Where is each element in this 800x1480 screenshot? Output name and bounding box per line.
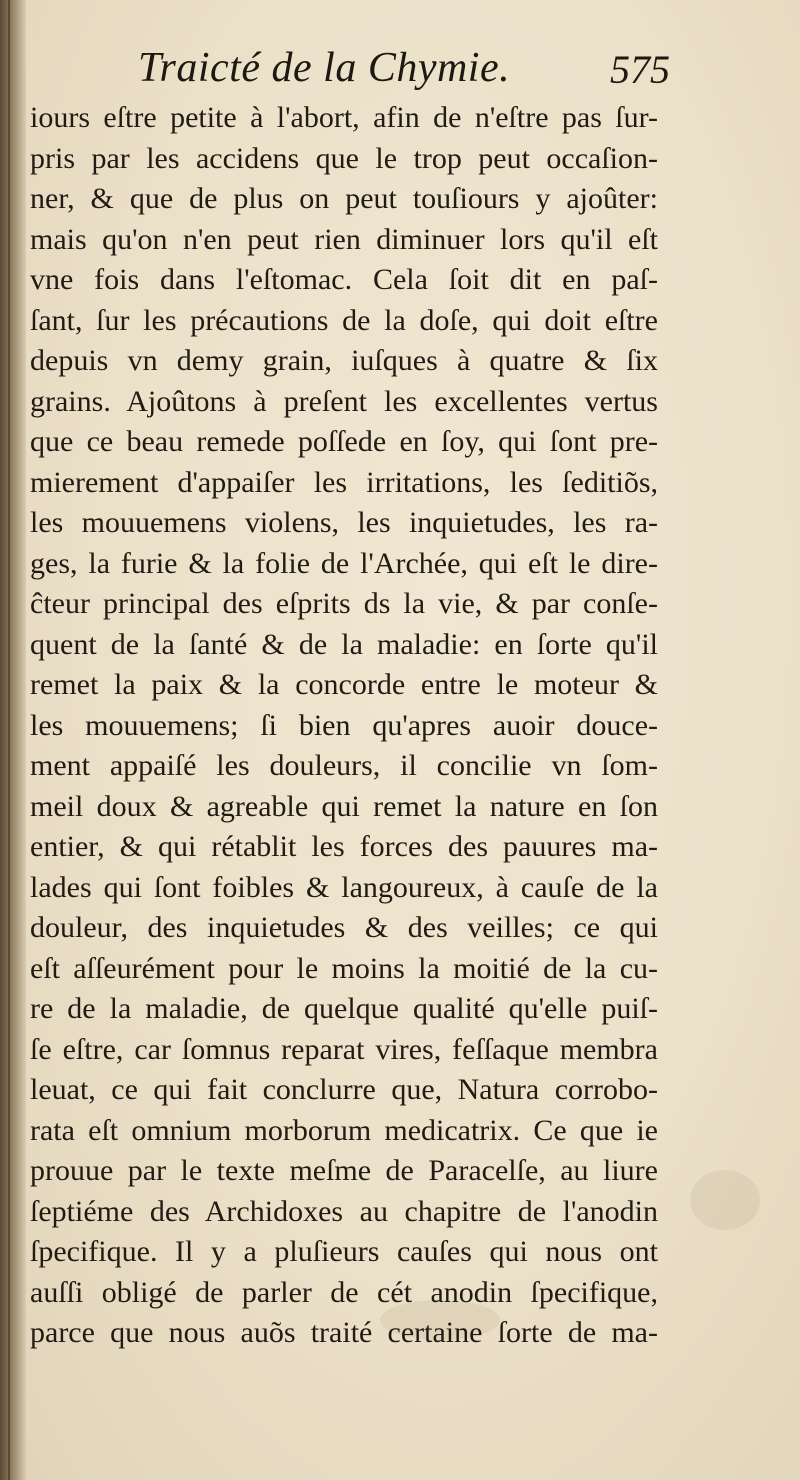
page-number: 575 <box>610 47 670 92</box>
text-line: lades qui ſont foibles & langoureux, à cauſe de la <box>30 870 658 904</box>
text-line: quent de la ſanté & de la maladie: en ſorte qu'il <box>30 627 658 661</box>
text-line: rata eſt omnium morborum medicatrix. Ce que ie <box>30 1113 658 1147</box>
text-line: re de la maladie, de quelque qualité qu'elle puiſ- <box>30 992 658 1025</box>
text-line: prouue par le texte meſme de Paracelſe, au liure <box>30 1154 658 1187</box>
text-line: remet la paix & la concorde entre le moteur & <box>30 668 658 701</box>
text-line: eſt aſſeurément pour le moins la moitié de la cu- <box>30 951 658 985</box>
text-line: les mouuemens; ſi bien qu'apres auoir douce- <box>30 708 658 742</box>
text-line: ment appaiſé les douleurs, il concilie vn ſom- <box>30 749 658 782</box>
text-line: ſeptiéme des Archidoxes au chapitre de l'anodin <box>30 1194 658 1228</box>
page-header <box>110 42 670 98</box>
text-line: leuat, ce qui fait conclurre que, Natura corrobo- <box>30 1073 658 1106</box>
text-line: depuis vn demy grain, iuſques à quatre & ſix <box>30 344 658 377</box>
text-line: mais qu'on n'en peut rien diminuer lors qu'il eſt <box>30 222 658 256</box>
text-line: les mouuemens violens, les inquietudes, les ra- <box>30 506 658 539</box>
text-line: parce que nous auõs traité certaine ſorte de ma- <box>30 1316 658 1349</box>
text-line: ner, & que de plus on peut touſiours y ajoûter: <box>30 182 658 215</box>
text-line: ſant, ſur les précautions de la doſe, qui doit eſtre <box>30 303 658 337</box>
binding-gutter <box>0 0 26 1480</box>
text-line: mierement d'appaiſer les irritations, les ſeditiõs, <box>30 465 658 499</box>
running-title: Traicté de la Chymie. <box>138 45 511 91</box>
text-line: douleur, des inquietudes & des veilles; ce qui <box>30 911 658 944</box>
text-line: meil doux & agreable qui remet la nature en ſon <box>30 789 658 823</box>
paper-stain <box>690 1170 760 1230</box>
text-line: ſe eſtre, car ſomnus reparat vires, feſſaque membra <box>30 1032 658 1066</box>
text-line: ges, la furie & la folie de l'Archée, qui eſt le dire- <box>30 546 658 580</box>
text-line: entier, & qui rétablit les forces des pauures ma- <box>30 830 658 863</box>
body-text <box>30 98 658 1354</box>
text-line: ſpecifique. Il y a pluſieurs cauſes qui nous ont <box>30 1235 658 1268</box>
binding-edge <box>8 0 10 1480</box>
text-line: pris par les accidens que le trop peut occaſion- <box>30 141 658 175</box>
text-line: iours eſtre petite à l'abort, afin de n'eſtre pas ſur- <box>30 101 658 134</box>
text-line: ĉteur principal des eſprits ds la vie, & par conſe- <box>30 587 658 620</box>
text-line: que ce beau remede poſſede en ſoy, qui ſont pre- <box>30 425 658 458</box>
text-line: vne fois dans l'eſtomac. Cela ſoit dit en paſ- <box>30 263 658 296</box>
text-line: grains. Ajoûtons à preſent les excellentes vertus <box>30 384 658 418</box>
text-line: auſſi obligé de parler de cét anodin ſpecifique, <box>30 1275 658 1309</box>
